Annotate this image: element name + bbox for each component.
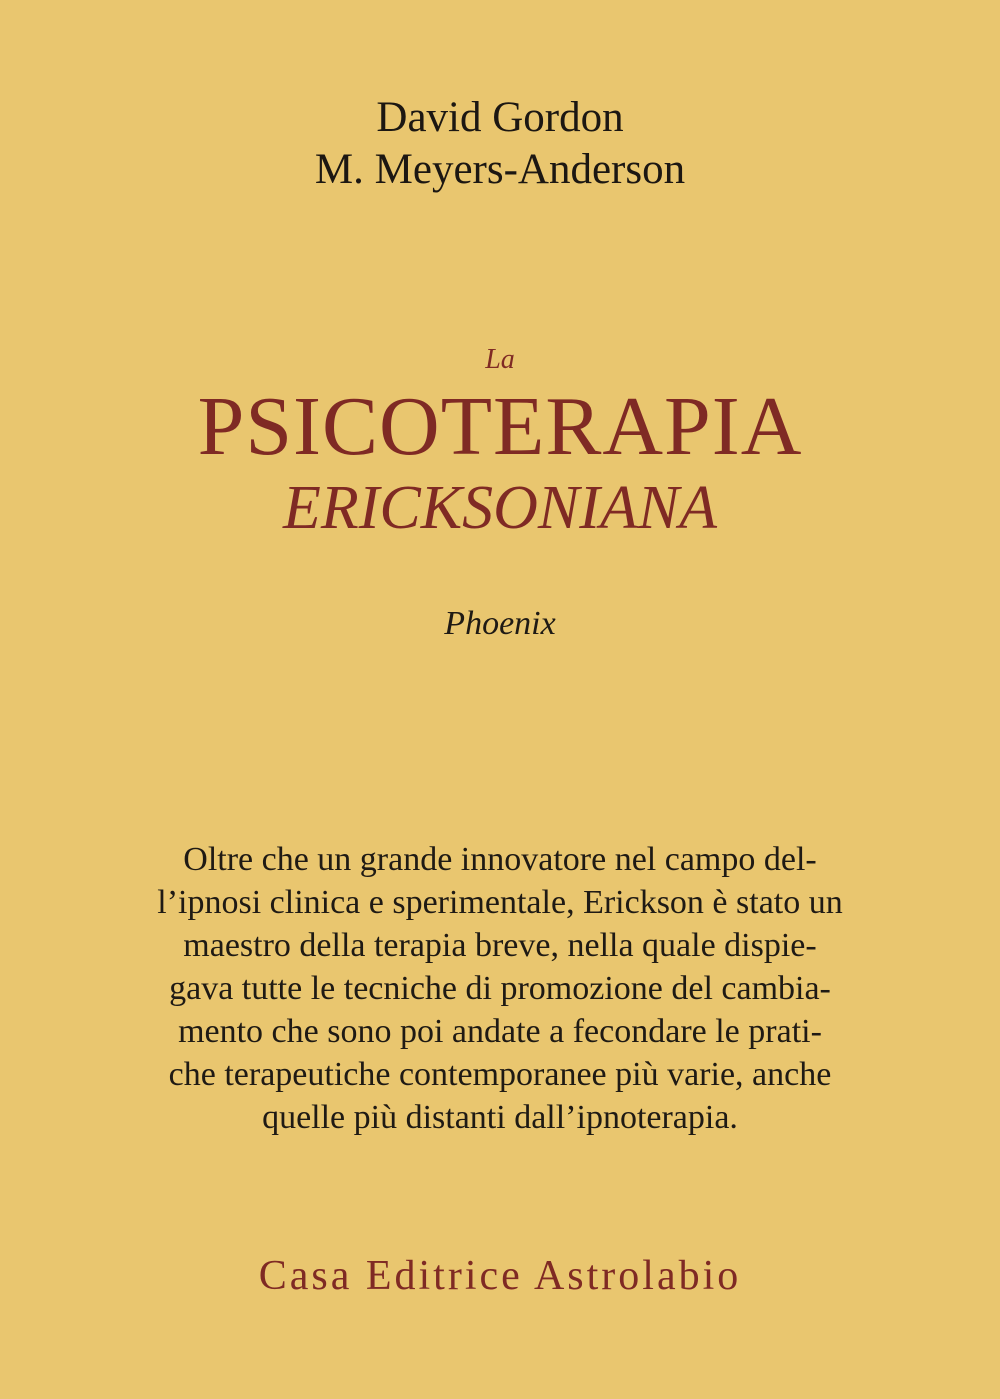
blurb-line: quelle più distanti dall’ipnoterapia. — [262, 1099, 738, 1136]
title-sub: ERICKSONIANA — [283, 474, 717, 542]
book-title — [0, 340, 1000, 548]
title-main: PSICOTERAPIA — [197, 380, 803, 473]
blurb-line: Oltre che un grande innovatore nel campo del- — [183, 841, 817, 878]
blurb-line: maestro della terapia breve, nella quale dispie- — [183, 927, 817, 964]
author-name: David Gordon — [376, 94, 624, 141]
blurb — [130, 838, 870, 1139]
authors — [0, 92, 1000, 196]
blurb-line: che terapeutiche contemporanee più varie, anche — [168, 1056, 832, 1093]
publisher-name: Casa Editrice Astrolabio — [258, 1253, 742, 1299]
blurb-line: mento che sono poi andate a fecondare le prati- — [178, 1013, 822, 1050]
author-name: M. Meyers-Anderson — [314, 146, 686, 193]
blurb-line: gava tutte le tecniche di promozione del cambia- — [169, 970, 831, 1007]
title-article: La — [485, 344, 515, 375]
blurb-line: l’ipnosi clinica e sperimentale, Erickson è stato un — [157, 884, 843, 921]
series-name: Phoenix — [444, 605, 556, 642]
